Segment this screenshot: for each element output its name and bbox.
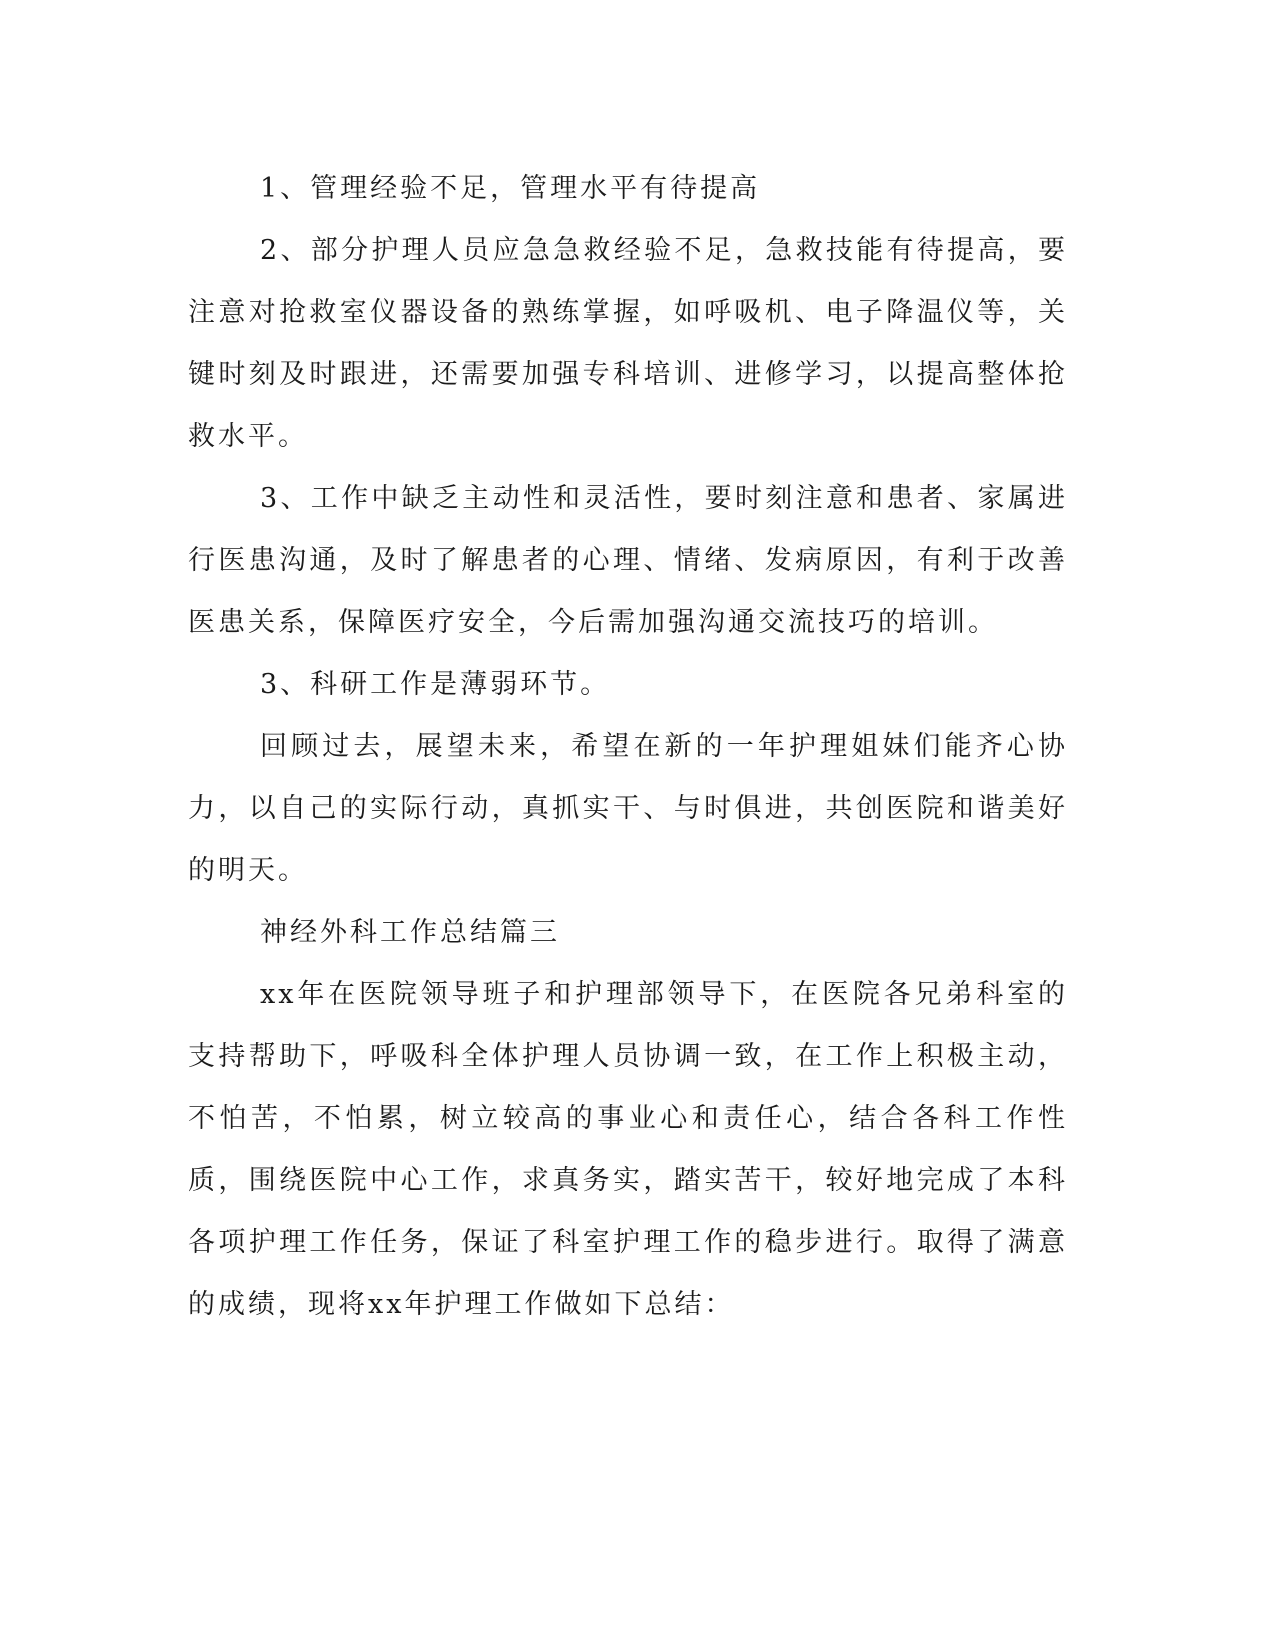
paragraph-issue-4: 3、科研工作是薄弱环节。 xyxy=(260,669,611,700)
paragraph-issue-2: 2、部分护理人员应急急救经验不足，急救技能有待提高，要注意对抢救室仪器设备的熟练掌握，如呼吸机、电子降温仪等，关键时刻及时跟进，还需要加强专科培训、进修学习，以提高整体抢救水平。 xyxy=(188,235,1068,452)
section-heading: 神经外科工作总结篇三 xyxy=(260,917,560,948)
document-body xyxy=(188,158,1068,1336)
paragraph-summary-intro: xx年在医院领导班子和护理部领导下，在医院各兄弟科室的支持帮助下，呼吸科全体护理人员协调一致，在工作上积极主动，不怕苦，不怕累，树立较高的事业心和责任心，结合各科工作性质，围绕医院中心工作，求真务实，踏实苦干，较好地完成了本科各项护理工作任务，保证了科室护理工作的稳步进行。取得了满意的成绩，现将xx年护理工作做如下总结： xyxy=(188,979,1068,1320)
paragraph-issue-3: 3、工作中缺乏主动性和灵活性，要时刻注意和患者、家属进行医患沟通，及时了解患者的心理、情绪、发病原因，有利于改善医患关系，保障医疗安全，今后需加强沟通交流技巧的培训。 xyxy=(188,483,1068,638)
paragraph-outlook: 回顾过去，展望未来，希望在新的一年护理姐妹们能齐心协力，以自己的实际行动，真抓实干、与时俱进，共创医院和谐美好的明天。 xyxy=(188,731,1068,886)
paragraph-issue-1: 1、管理经验不足，管理水平有待提高 xyxy=(260,173,761,204)
